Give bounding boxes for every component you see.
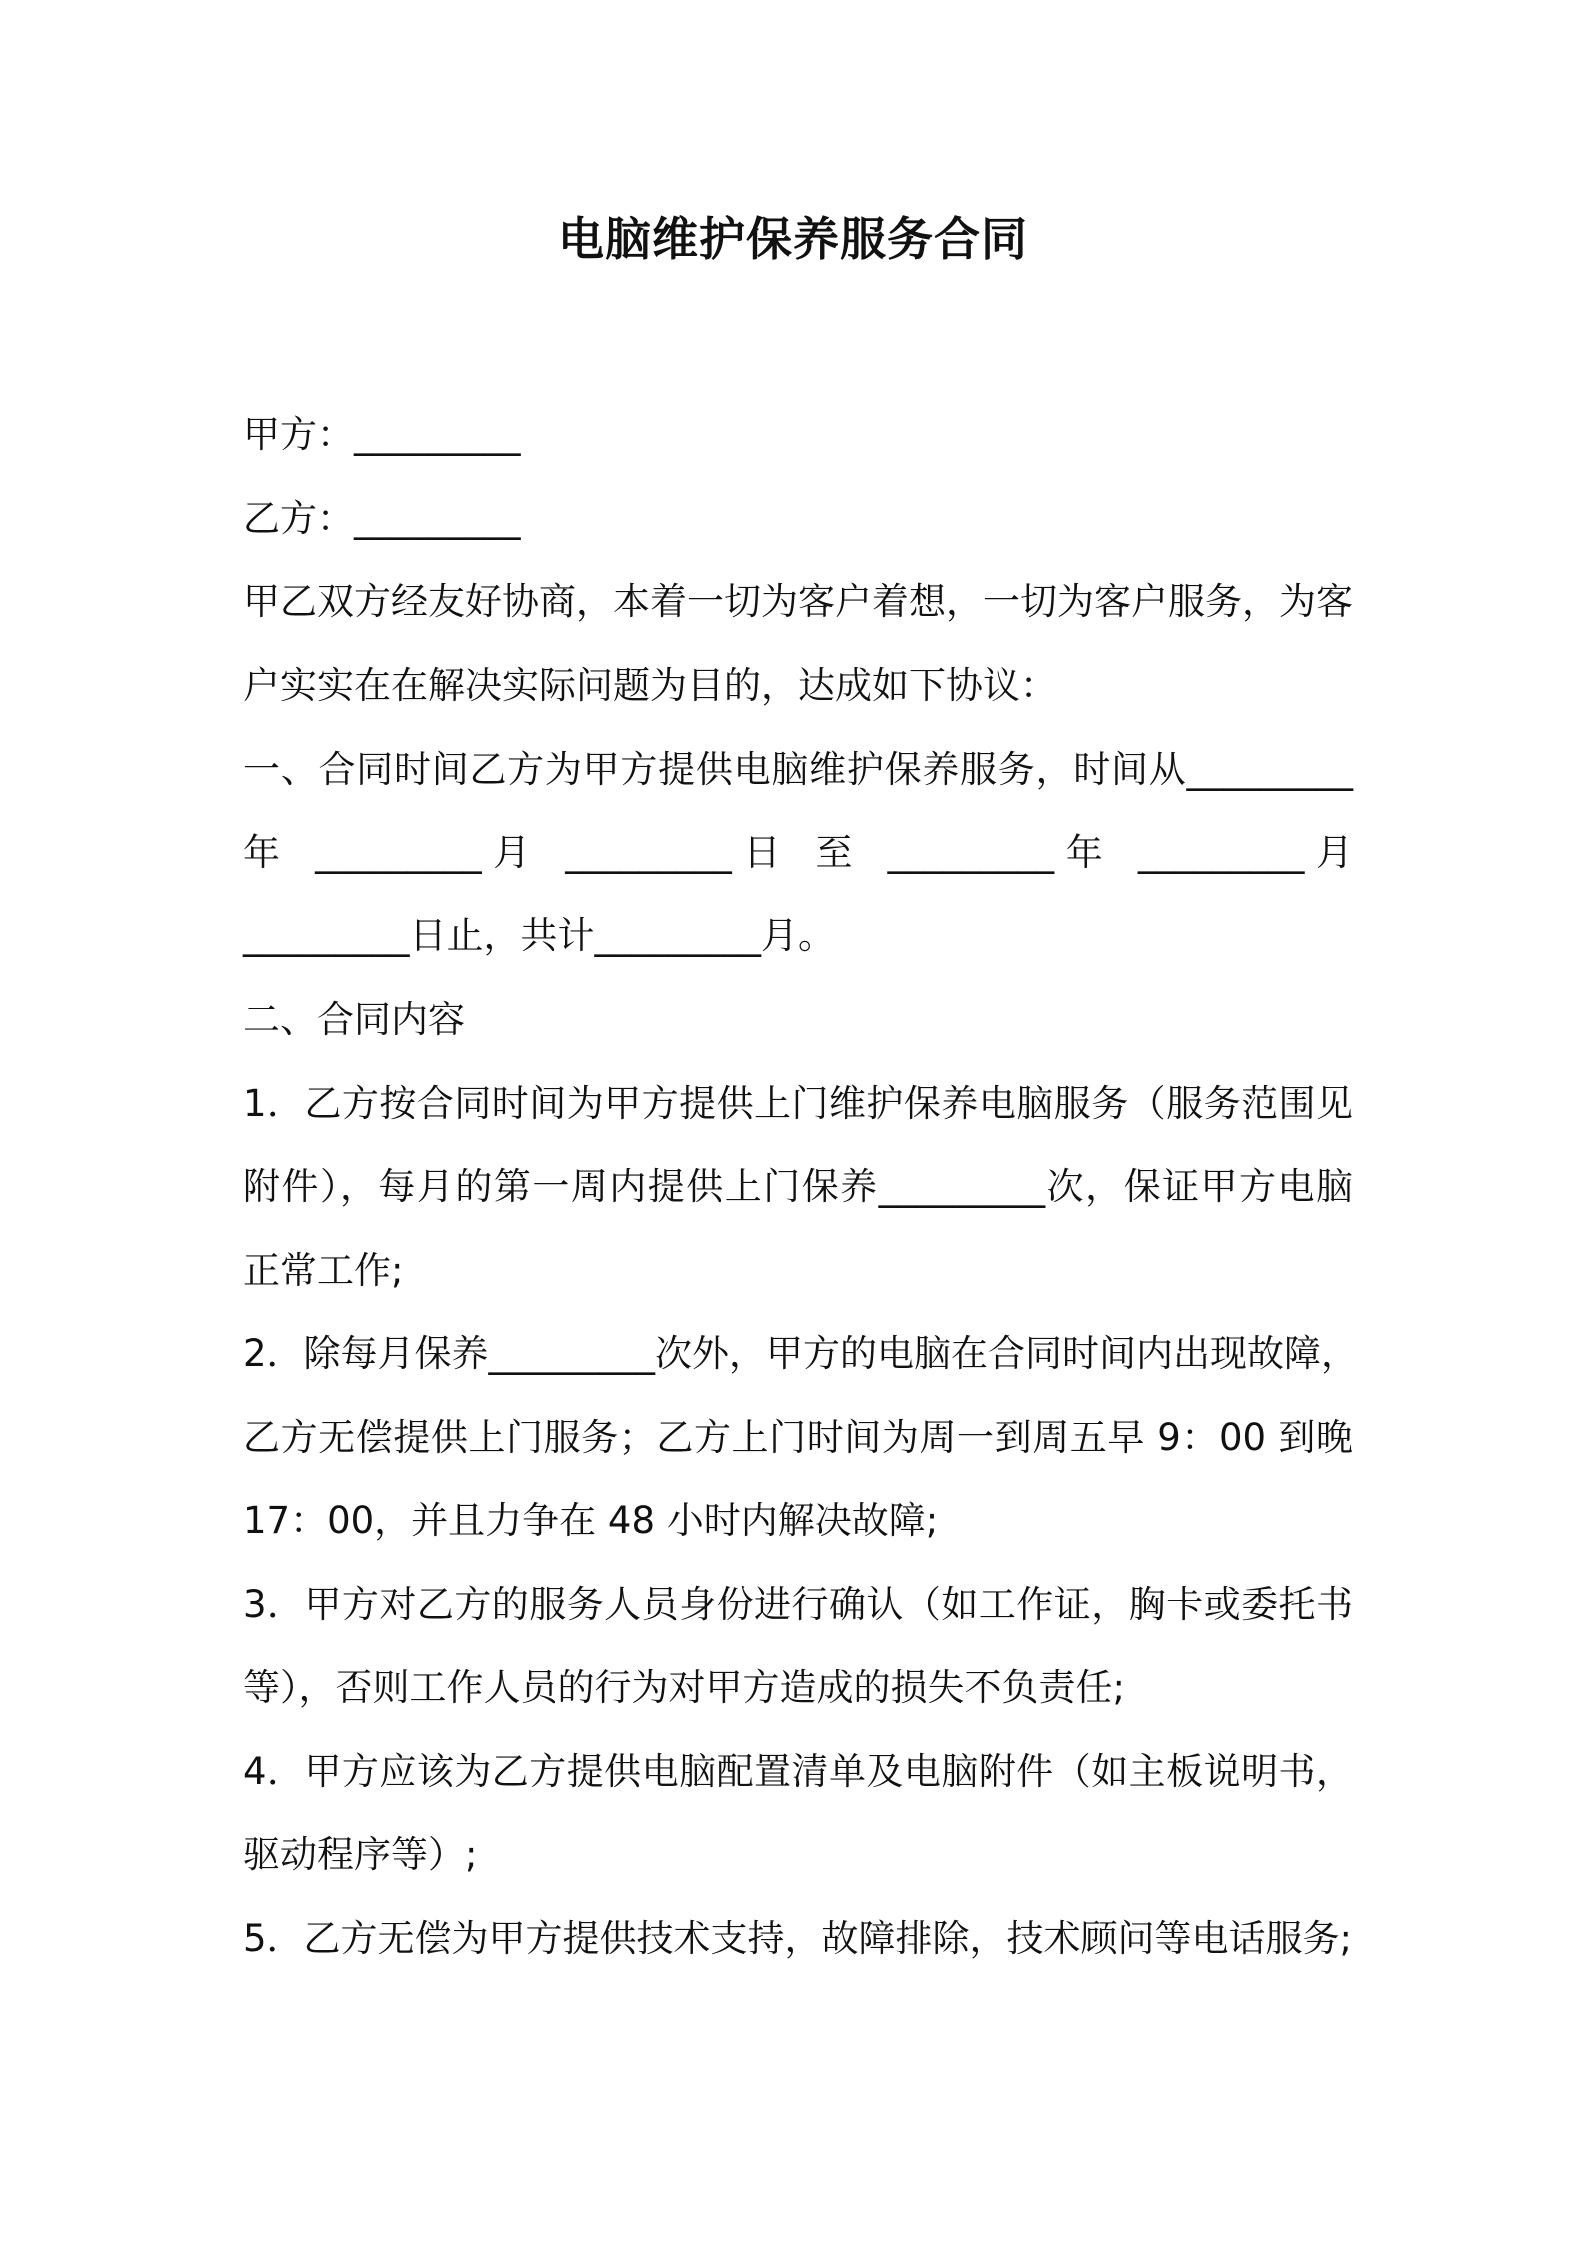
paragraph-line: 2．除每月保养_________次外，甲方的电脑在合同时间内出现故障， [243, 1332, 1359, 1375]
paragraph-line: 3．甲方对乙方的服务人员身份进行确认（如工作证，胸卡或委托书 [243, 1583, 1353, 1626]
paragraph-line: 1．乙方按合同时间为甲方提供上门维护保养电脑服务（服务范围见 [243, 1082, 1353, 1125]
paragraph-line: 户实实在在解决实际问题为目的，达成如下协议： [243, 664, 1057, 707]
document-title: 电脑维护保养服务合同 [558, 212, 1028, 266]
paragraph-line: 4．甲方应该为乙方提供电脑配置清单及电脑附件（如主板说明书， [243, 1750, 1353, 1793]
paragraph-line: 正常工作; [243, 1249, 404, 1292]
paragraph-line: 等），否则工作人员的行为对甲方造成的损失不负责任; [243, 1666, 1125, 1709]
paragraph-line: 驱动程序等）; [243, 1833, 478, 1876]
paragraph-line: 17：00，并且力争在 48 小时内解决故障; [243, 1499, 939, 1542]
section-heading: 二、合同内容 [243, 998, 465, 1041]
paragraph-line: 附件），每月的第一周内提供上门保养_________次，保证甲方电脑 [243, 1165, 1353, 1208]
paragraph-line: 年 _________月 _________日 至 _________年 _________月 [243, 831, 1353, 874]
paragraph-line: 甲乙双方经友好协商，本着一切为客户着想，一切为客户服务，为客 [243, 580, 1353, 623]
party-b-line: 乙方：_________ [243, 497, 521, 540]
paragraph-line: 5．乙方无偿为甲方提供技术支持，故障排除，技术顾问等电话服务; [243, 1917, 1353, 1960]
paragraph-line: _________日止，共计_________月。 [243, 914, 835, 957]
paragraph-line: 一、合同时间乙方为甲方提供电脑维护保养服务，时间从_________ [243, 748, 1353, 791]
party-a-line: 甲方：_________ [243, 413, 521, 456]
paragraph-line: 乙方无偿提供上门服务；乙方上门时间为周一到周五早 9：00 到晚 [243, 1416, 1353, 1459]
